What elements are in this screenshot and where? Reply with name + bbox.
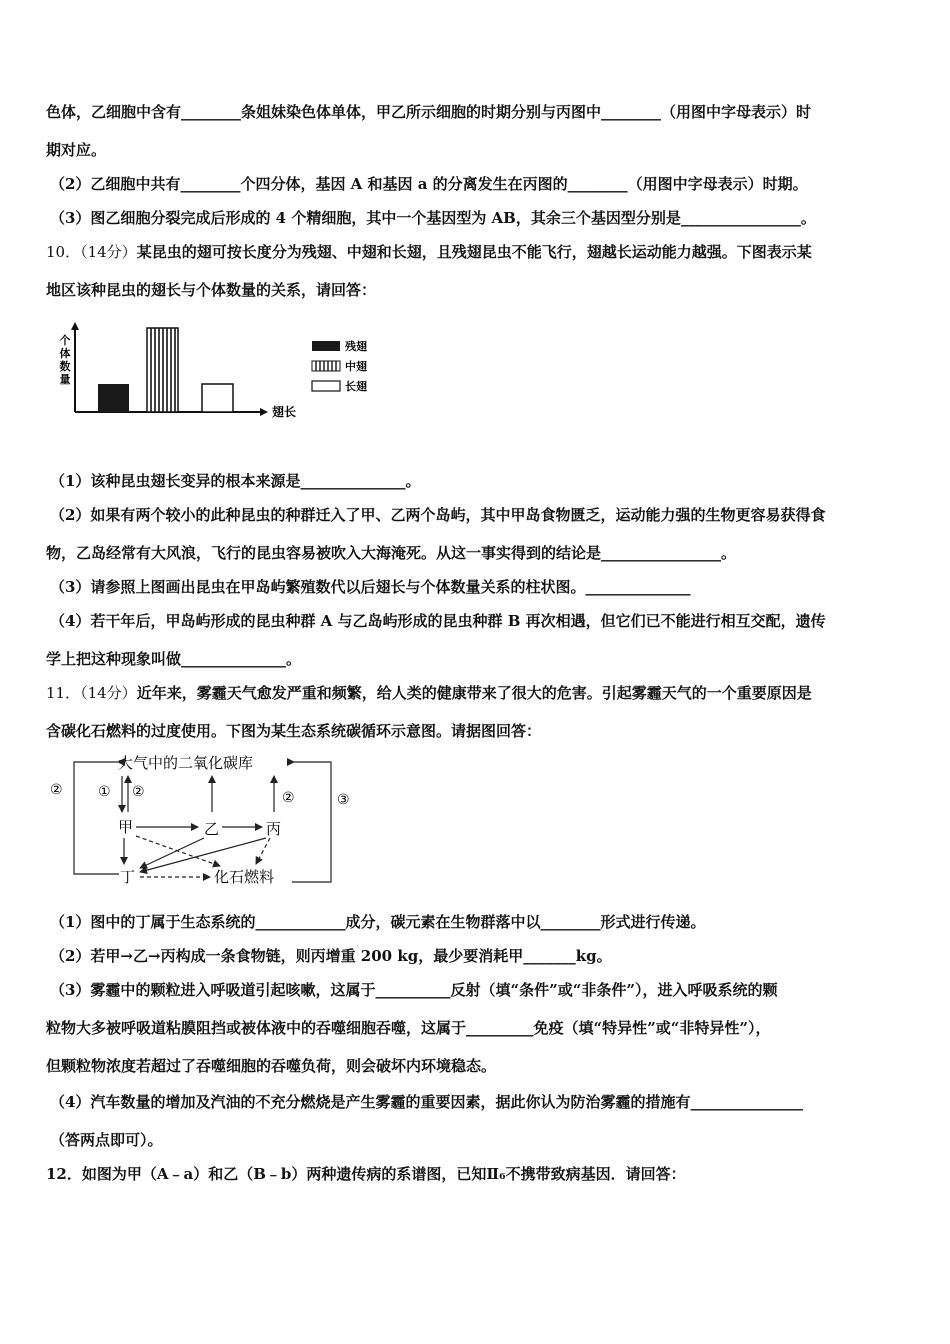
- q10-header: [46, 242, 812, 262]
- arrow-bing-to-ding: [140, 838, 266, 872]
- q11-part-4-line-1: （4）汽车数量的增加及汽油的不充分燃烧是产生雾霾的重要因素，据此你认为防治雾霾的措施有_______________: [50, 1093, 803, 1111]
- label-2-bing: ②: [282, 790, 295, 806]
- legend-swatch-medium: [312, 361, 340, 371]
- q11-part-2: （2）若甲→乙→丙构成一条食物链，则丙增重 200 kg，最少要消耗甲_______kg。: [50, 947, 612, 965]
- x-axis-label: 翅长: [272, 405, 297, 419]
- q11-header: [46, 683, 812, 703]
- q10-bar-chart: [40, 320, 400, 450]
- q11-part-3-line-2: 粒物大多被呼吸道粘膜阻挡或被体液中的吞噬细胞吞噬，这属于_________免疫（填“特异性”或“非特异性”），: [46, 1019, 771, 1037]
- legend-swatch-residual: [312, 341, 340, 351]
- q11-number: 11．（14分）: [46, 684, 137, 702]
- q10-stem-2: 地区该种昆虫的翅长与个体数量的关系，请回答：: [46, 281, 377, 299]
- label-2-outer: ②: [50, 782, 63, 798]
- carbon-cycle-diagram: [44, 746, 364, 891]
- bar-medium-wing: [147, 328, 178, 412]
- loop-right-3: [292, 762, 331, 882]
- legend-label-medium: 中翅: [345, 360, 367, 373]
- node-bing: 丙: [266, 820, 282, 838]
- q11-part-4-line-2: （答两点即可）。: [50, 1131, 163, 1149]
- q12-stem: 12．如图为甲（A﹣a）和乙（B﹣b）两种遗传病的系谱图，已知Ⅱ₆不携带致病基因．请回答：: [46, 1165, 686, 1183]
- q11-part-3-line-1: （3）雾霾中的颗粒进入呼吸道引起咳嗽，这属于__________反射（填“条件”或“非条件”），进入呼吸系统的颗: [50, 981, 778, 999]
- loop-left-2: [74, 762, 119, 874]
- q10-number: 10．（14分）: [46, 243, 137, 261]
- q10-part-4-line-1: （4）若干年后，甲岛屿形成的昆虫种群 A 与乙岛屿形成的昆虫种群 B 再次相遇，但它们已不能进行相互交配，遗传: [50, 612, 826, 630]
- node-ding: 丁: [120, 868, 136, 886]
- q10-part-2-line-2: 物，乙岛经常有大风浪，飞行的昆虫容易被吹入大海淹死。从这一事实得到的结论是________________。: [46, 544, 737, 562]
- legend-label-long: 长翅: [345, 380, 367, 393]
- q9-line-1: 色体，乙细胞中含有________条姐妹染色体单体，甲乙所示细胞的时期分别与丙图中________（用图中字母表示）时: [46, 103, 812, 121]
- q10-part-1: （1）该种昆虫翅长变异的根本来源是______________。: [50, 472, 421, 490]
- ylabel-char-3: 数: [59, 360, 71, 373]
- y-axis-arrow: [71, 322, 79, 330]
- legend-swatch-long: [312, 381, 340, 391]
- q11-part-1: （1）图中的丁属于生态系统的____________成分，碳元素在生物群落中以________形式进行传递。: [50, 913, 706, 931]
- bar-residual-wing: [98, 384, 129, 412]
- q11-stem-2: 含碳化石燃料的过度使用。下图为某生态系统碳循环示意图。请据图回答：: [46, 722, 542, 740]
- label-2-jia: ②: [132, 784, 145, 800]
- ylabel-char-1: 个: [59, 334, 71, 347]
- x-axis-arrow: [260, 408, 268, 416]
- legend-label-residual: 残翅: [345, 340, 367, 353]
- q9-part-2: （2）乙细胞中共有________个四分体，基因 A 和基因 a 的分离发生在丙图的________（用图中字母表示）时期。: [50, 175, 808, 193]
- node-yi: 乙: [204, 820, 220, 838]
- q10-stem-1: 某昆虫的翅可按长度分为残翅、中翅和长翅，且残翅昆虫不能飞行，翅越长运动能力越强。下图表示某: [136, 243, 812, 261]
- q10-part-2-line-1: （2）如果有两个较小的此种昆虫的种群迁入了甲、乙两个岛屿，其中甲岛食物匮乏，运动能力强的生物更容易获得食: [50, 506, 826, 524]
- node-fossil-fuel: 化石燃料: [214, 868, 275, 886]
- ylabel-char-4: 量: [59, 373, 71, 386]
- label-1: ①: [98, 784, 111, 800]
- ylabel-char-2: 体: [59, 347, 71, 360]
- q10-part-4-line-2: 学上把这种现象叫做______________。: [46, 650, 302, 668]
- atmosphere-co2-pool: 大气中的二氧化碳库: [118, 754, 254, 772]
- q11-part-3-line-3: 但颗粒物浓度若超过了吞噬细胞的吞噬负荷，则会破坏内环境稳态。: [46, 1057, 497, 1075]
- q11-stem-1: 近年来，雾霾天气愈发严重和频繁，给人类的健康带来了很大的危害。引起雾霾天气的一个重要原因是: [136, 684, 812, 702]
- q10-part-3: （3）请参照上图画出昆虫在甲岛屿繁殖数代以后翅长与个体数量关系的柱状图。______________: [50, 578, 691, 596]
- node-jia: 甲: [118, 818, 134, 836]
- bar-long-wing: [202, 384, 233, 412]
- q9-part-3: （3）图乙细胞分裂完成后形成的 4 个精细胞，其中一个基因型为 AB，其余三个基因型分别是________________。: [50, 209, 816, 227]
- arrow-bing-to-fossil: [256, 838, 270, 864]
- label-3-outer: ③: [337, 792, 350, 808]
- q9-line-2: 期对应。: [46, 141, 107, 159]
